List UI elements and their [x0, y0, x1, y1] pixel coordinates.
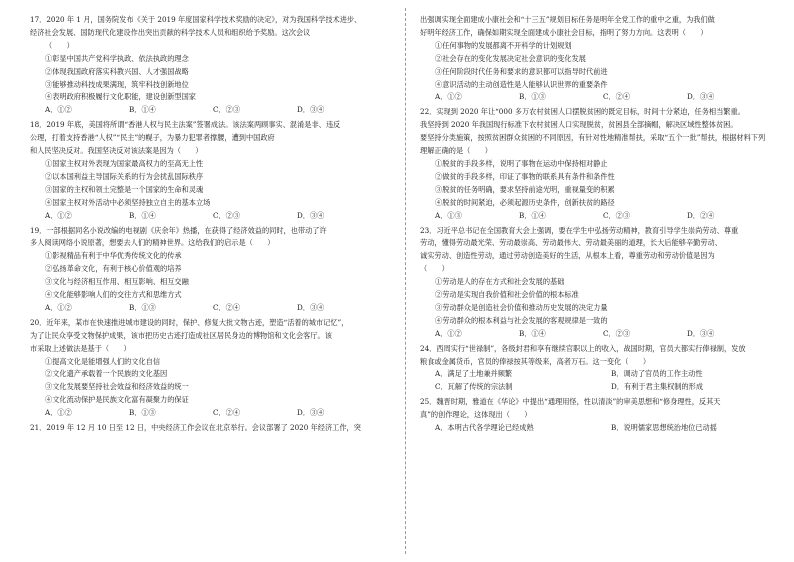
answer-choice-d: D．②④	[687, 210, 715, 220]
answer-blank: （ ）	[45, 40, 74, 50]
answer-choice-c: C．②③	[603, 210, 631, 220]
answer-choice-b: B．调动了官员的工作主动性	[611, 369, 703, 379]
answer-choice-a: A．①②	[45, 408, 72, 418]
question-stem-line: 和人民坚决反对。我国坚决反对该法案是因为（ ）	[30, 146, 203, 156]
option-statement: ②以本国利益主导国际关系的行为会扰乱国际秩序	[45, 171, 204, 181]
option-statement: ②体现我国政府落实科教兴国、人才强国战略	[45, 66, 189, 76]
option-statement: ②劳动是实现自我价值和社会价值的根本标准	[435, 290, 579, 300]
question-stem-line: 诚实劳动、创造性劳动，通过劳动创造美好的生活，从根本上看，尊重劳动和劳动价值是因为	[420, 251, 715, 261]
question-stem-line: 20．近年来，某市在快速推进城市建设的同时，保护、修复大批文物古迹，塑造“活着的城市记忆”，	[30, 317, 349, 327]
answer-choice-a: A．①②	[45, 302, 72, 312]
option-statement: ③脱贫的任务明确，要求坚持前途光明，重视量变的积累	[435, 184, 615, 194]
answer-choices	[30, 302, 384, 315]
option-statement: ①提高文化是能增强人们的文化自信	[45, 356, 161, 366]
answer-choice-b: B．①④	[129, 210, 156, 220]
question-stem-line: 劳动，懂得劳动最光荣、劳动最崇高、劳动最伟大、劳动最美丽的道理，长大后能够辛勤劳动、	[420, 238, 722, 248]
question-stem-line: 25．魏晋时期，雅道在《华论》中提出“通理用怪，性以清淡”的审美思想和“修身理性，反其天	[420, 397, 721, 407]
option-statement: ④表明政府积极履行文化职能，建设创新型国家	[45, 92, 196, 102]
option-statement: ②做贫的手段多样，印证了事物的联系具有条件和条件性	[435, 171, 615, 181]
answer-choices	[420, 210, 774, 223]
answer-choice-c: C．瓦解了传统的宗法制	[435, 382, 513, 392]
column-divider	[405, 8, 406, 554]
option-statement: ①彰显中国共产党科学执政、依法执政的理念	[45, 53, 189, 63]
answer-choices	[420, 422, 774, 435]
answer-choices	[420, 91, 774, 104]
question-stem-line: 理解正确的是（ ）	[420, 146, 492, 156]
answer-choice-c: C．②④	[603, 92, 631, 102]
answer-choice-a: A．满足了土地兼并频繁	[435, 369, 513, 379]
answer-choice-b: B．①③	[129, 408, 156, 418]
option-statement: ③任何阶段时代任务和要求的意识都可以指导时代前进	[435, 66, 608, 76]
answer-choice-d: D．③④	[687, 92, 715, 102]
question-stem-line: 市采取上述做法是基于（ ）	[30, 343, 131, 353]
answer-choice-c: C．②④	[213, 408, 241, 418]
answer-choice-b: B．①④	[519, 210, 546, 220]
answer-choice-b: B．①③	[519, 92, 546, 102]
question-stem-line: 粮食或金属货币，官员的俸禄按其等级来，高者万石。这一变化（ ）	[420, 356, 651, 366]
question-stem-line: 21．2019 年 12 月 10 日至 12 日，中央经济工作会议在北京举行。会议部署了 2020 年经济工作，突	[30, 423, 361, 433]
answer-choices	[420, 381, 774, 394]
question-19	[30, 225, 384, 315]
question-stem-line: 17．2020 年 1 月，国务院发布《关于 2019 年度国家科学技术奖励的决定》，对为我国科学技术进步、	[30, 15, 362, 24]
option-statement: ③劳动群众是创造社会价值和推动历史发展的决定力量	[435, 302, 608, 312]
answer-choice-b: B．①④	[129, 105, 156, 115]
question-stem-line: 我坚持到 2020 年我国现行标准下农村贫困人口实现脱贫，贫困县全部摘帽，解决区域性整体贫困。	[420, 120, 738, 130]
answer-choice-d: D．③④	[297, 105, 325, 115]
question-stem-line: 18．2019 年底，美国将所谓“香港人权与民主法案”签署成法。该法案两顾事实、混淆是非、违反	[30, 120, 341, 130]
answer-blank: （ ）	[420, 264, 449, 274]
question-21	[420, 14, 774, 104]
option-statement: ①劳动是人的存在方式和社会发展的基础	[435, 277, 565, 287]
question-stem-line: 19．一部根据同名小说改编的电视剧《庆余年》热播，在获得了经济效益的同时，也带动了许	[30, 225, 327, 235]
answer-choice-d: D．有利于君主集权制的形成	[611, 382, 704, 392]
answer-choice-c: C．②③	[213, 105, 241, 115]
answer-choice-c: C．②③	[603, 328, 631, 338]
option-statement: ④文化流动保护是民族文化富有凝聚力的保证	[45, 395, 189, 405]
answer-choices	[30, 104, 384, 117]
question-stem-line: 要坚持分类施策，按照贫困群众贫困的不同原因，有针对性地精准帮扶，采取“五个一批”帮扶，根据材料下列	[420, 133, 766, 143]
question-18	[30, 119, 384, 222]
question-stem-line: 经济社会发展、国防现代化建设作出突出贡献的科学技术人员和组织给予奖励。这次会议	[30, 27, 311, 37]
answer-choices	[30, 210, 384, 223]
option-statement: ④脱贫的时间紧迫，必须起源历史条件，创新扶贫的路径	[435, 197, 615, 207]
answer-choices	[30, 407, 384, 420]
option-statement: ③能够推动科技成果满现，筑牢科技创新地位	[45, 79, 189, 89]
answer-choice-d: D．③④	[297, 210, 325, 220]
question-21-start	[30, 422, 384, 435]
answer-choice-b: B．说明儒家思想统治地位已动摇	[611, 423, 717, 433]
question-stem-line: 出强调实现全面建成小康社会和“十三五”规划目标任务是明年全党工作的重中之重，为我们做	[420, 15, 715, 24]
option-statement: ③国家的主权和领土完整是一个国家的生命和灵魂	[45, 184, 204, 194]
answer-choice-a: A．本明古代各学理论已经成熟	[435, 423, 534, 433]
answer-choice-a: A．①②	[435, 328, 462, 338]
question-22	[420, 106, 774, 222]
answer-choice-c: C．②③	[213, 210, 241, 220]
question-24	[420, 343, 774, 395]
option-statement: ②文化遗产承载着一个民族的文化基因	[45, 369, 168, 379]
answer-choice-a: A．①②	[45, 105, 72, 115]
answer-choice-b: B．①③	[129, 302, 156, 312]
answer-choice-d: D．③④	[297, 302, 325, 312]
option-statement: ②社会存在的变化发展决定社会意识的变化发展	[435, 53, 586, 63]
option-statement: ①任何事物的发展都离不开科学的计划规划	[435, 40, 572, 50]
right-column	[420, 14, 774, 435]
question-stem-line: 真”的创作理论，这体现出（ ）	[420, 410, 532, 420]
question-stem-line: 多人阅读网络小说原著，想要去人们的精神世界。这给我们的启示是（ ）	[30, 238, 275, 248]
answer-choices	[420, 368, 774, 381]
question-stem-line: 23．习近平总书记在全国教育大会上强调，要在学生中弘扬劳动精神，教育引导学生崇尚劳动、尊重	[420, 225, 739, 235]
answer-choice-d: D．③④	[687, 328, 715, 338]
option-statement: ①脱贫的手段多样，说明了事物在运动中保持相对静止	[435, 158, 608, 168]
question-23	[420, 225, 774, 341]
question-25	[420, 396, 774, 435]
answer-choice-b: B．①④	[519, 328, 546, 338]
option-statement: ③文化与经济相互作用、相互影响、相互交融	[45, 277, 189, 287]
left-column	[30, 14, 384, 435]
option-statement: ③文化发展要坚持社会效益和经济效益的统一	[45, 382, 189, 392]
option-statement: ④国家主权对外活动中必须坚持独立自主的基本立场	[45, 197, 211, 207]
answer-choice-a: A．①③	[435, 210, 462, 220]
question-17	[30, 14, 384, 117]
question-20	[30, 317, 384, 420]
answer-choice-a: A．①②	[435, 92, 462, 102]
option-statement: ①影视精品有利于中华优秀传统文化的传承	[45, 251, 182, 261]
answer-choice-c: C．②④	[213, 302, 241, 312]
question-stem-line: 24．西周实行“世禄制”，各级封君和享有继续官职以上的收入，战国时期，官员大都实行俸禄制，发放	[420, 343, 746, 353]
answer-choice-d: D．③④	[297, 408, 325, 418]
question-stem-line: 为了让民众享受文物保护成果，该市把历史古迹打造成社区居民身边的博物馆和文化会客厅。该	[30, 330, 332, 340]
answer-choices	[420, 328, 774, 341]
question-stem-line: 公理，打着支持香港“人权”“民主”的幌子，为暴力犯罪者撑腰，遭到中国政府	[30, 133, 275, 143]
option-statement: ②弘扬革命文化，有利于核心价值观的培养	[45, 264, 182, 274]
question-stem-line: 22．实现到 2020 年让“000 多万农村贫困人口摆脱贫困的既定目标，时间十分紧迫，任务相当繁重。	[420, 107, 745, 117]
answer-choice-a: A．①②	[45, 210, 72, 220]
option-statement: ④劳动群众的根本利益与社会发展的客观规律是一致的	[435, 315, 608, 325]
option-statement: ①国家主权对外表现为国家最高权力的至高无上性	[45, 158, 204, 168]
option-statement: ④文化能够影响人们的交往方式和思维方式	[45, 290, 182, 300]
option-statement: ④意识活动的主动创造性是人能够认识世界的重要条件	[435, 79, 608, 89]
question-stem-line: 好明年经济工作，确保如期实现全面建成小康社会目标，指明了努力方向。这表明（ ）	[420, 27, 708, 37]
